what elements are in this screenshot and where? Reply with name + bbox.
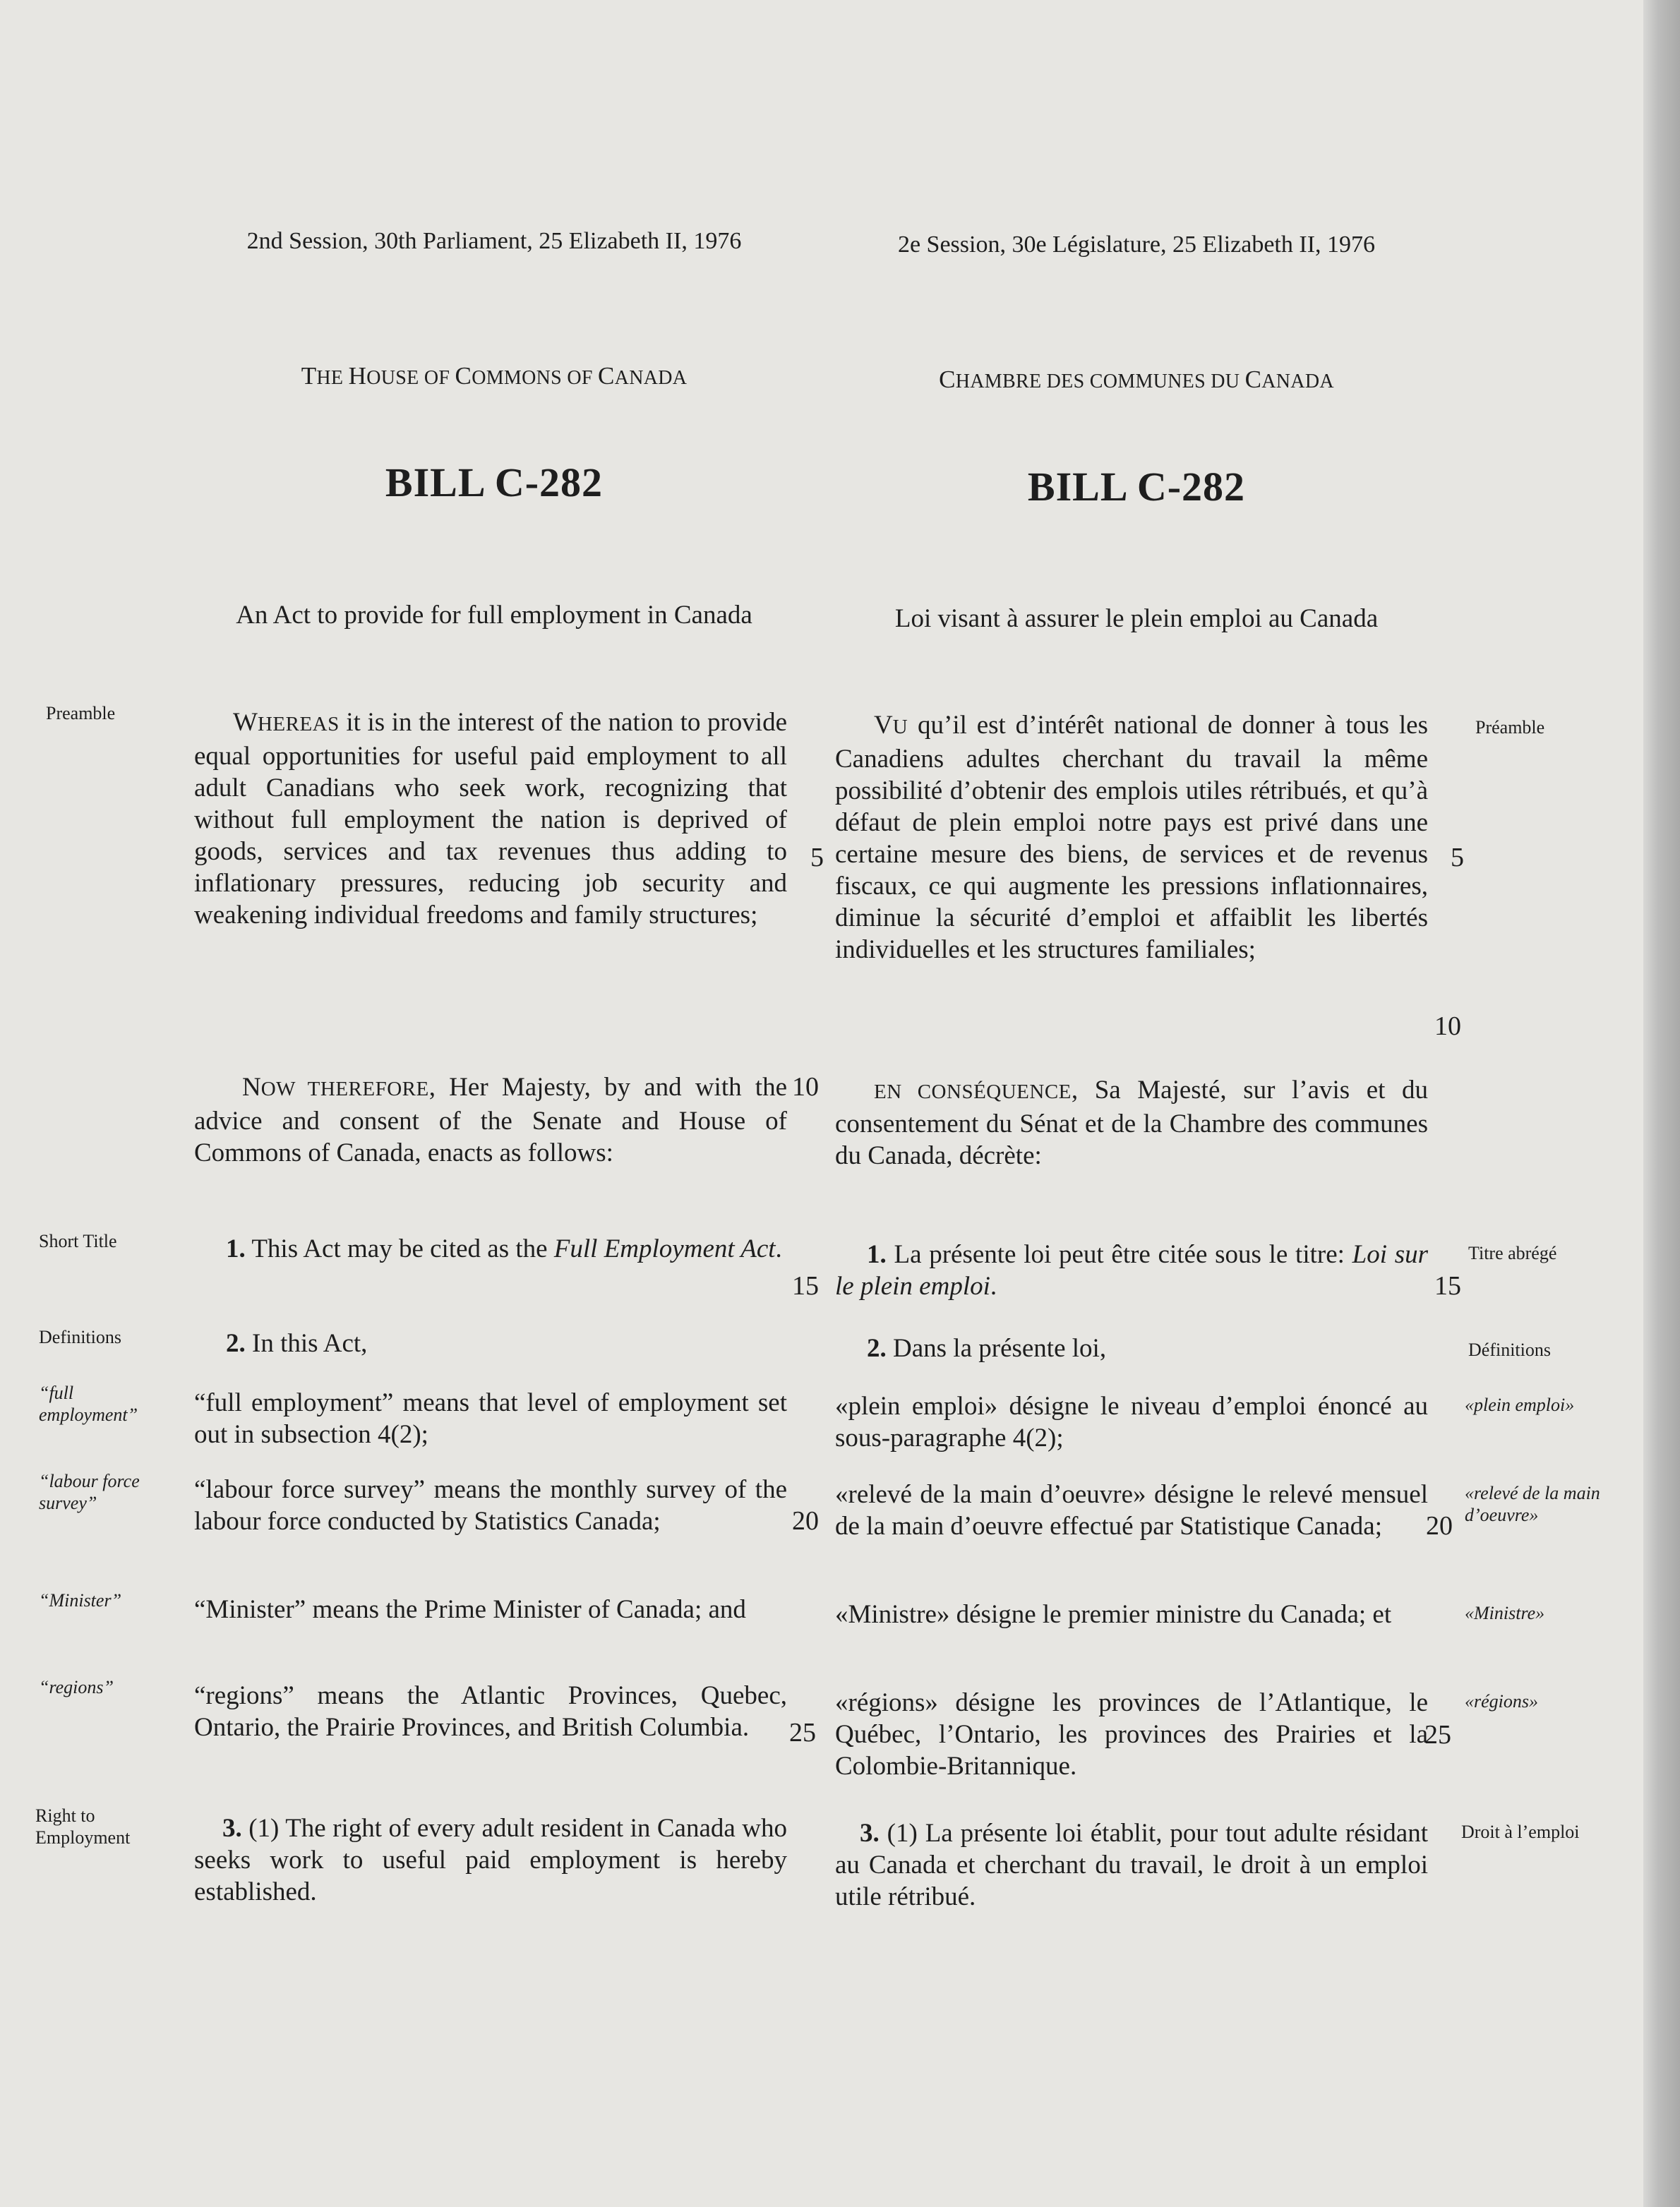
en-enacting-clause: NOW THEREFORE, Her Majesty, by and with the advice and consent of the Senate and House of Commons of Canada, enacts as follows: bbox=[194, 1073, 788, 1167]
en-margin-short-title: Short Title bbox=[39, 1231, 117, 1251]
fr-margin-definitions: Définitions bbox=[1468, 1340, 1551, 1360]
fr-preamble: VU qu’il est d’intérêt national de donner à tous les Canadiens adultes cherchant du travail la même possibilité d’obtenir des emplois utiles rétribués, et qu’à défaut de plein emploi notre pays est privé dans une certaine mesure des biens, de services et de revenus fiscaux, ce qui augmente les pressions inflationnaires, diminue la sécurité d’emploi et affaiblit les libertés individuelles et les structures familiales; bbox=[835, 711, 1428, 964]
en-section-3: 3. (1) The right of every adult resident in Canada who seeks work to useful paid employment is hereby established. bbox=[194, 1814, 787, 1906]
en-bill-number: BILL C-282 bbox=[385, 459, 604, 505]
fr-def-minister: «Ministre» désigne le premier ministre du Canada; et bbox=[835, 1600, 1392, 1629]
fr-enacting-clause: EN CONSÉQUENCE, Sa Majesté, sur l’avis et du consentement du Sénat et de la Chambre des communes du Canada, décrète: bbox=[835, 1076, 1428, 1170]
en-session-header: 2nd Session, 30th Parliament, 25 Elizabeth II, 1976 bbox=[246, 228, 742, 254]
en-margin-preamble: Preamble bbox=[46, 703, 116, 723]
line-number-fr-25: 25 bbox=[1424, 1720, 1451, 1750]
fr-section-3: 3. (1) La présente loi établit, pour tout adulte résidant au Canada et cherchant du travail, le droit à un emploi utile rétribué. bbox=[835, 1819, 1428, 1911]
fr-bill-number: BILL C-282 bbox=[1027, 464, 1246, 510]
fr-def-labour-force: «relevé de la main d’oeuvre» désigne le relevé mensuel de la main d’oeuvre effectué par Statistique Canada; bbox=[835, 1480, 1428, 1541]
en-margin-definitions: Definitions bbox=[39, 1327, 121, 1347]
line-number-en-15: 15 bbox=[792, 1271, 819, 1301]
en-preamble: WHEREAS it is in the interest of the nation to provide equal opportunities for useful paid employment to all adult Canadians who seek work, recognizing that without full employment the nation is deprived of goods, services and tax revenues thus adding to inflationary pressures, reducing job security and weakening individual freedoms and family structures; bbox=[194, 708, 787, 930]
en-def-full-employment: “full employment” means that level of employment set out in subsection 4(2); bbox=[194, 1388, 787, 1449]
en-margin-full-employment: “full employment” bbox=[39, 1383, 138, 1425]
en-house-heading: THE HOUSE OF COMMONS OF CANADA bbox=[301, 362, 688, 390]
fr-house-heading: CHAMBRE DES COMMUNES DU CANADA bbox=[939, 366, 1334, 393]
fr-def-regions: «régions» désigne les provinces de l’Atlantique, le Québec, l’Ontario, les provinces des Prairies et la Colombie-Britannique. bbox=[835, 1688, 1428, 1781]
line-number-en-5: 5 bbox=[810, 843, 824, 872]
fr-bill-title: Loi visant à assurer le plein emploi au Canada bbox=[894, 604, 1379, 633]
en-section-2: 2. In this Act, bbox=[226, 1329, 368, 1358]
fr-margin-minister: «Ministre» bbox=[1465, 1603, 1545, 1623]
en-margin-labour-force: “labour force survey” bbox=[39, 1471, 140, 1513]
fr-section-2: 2. Dans la présente loi, bbox=[867, 1334, 1107, 1363]
en-bill-title: An Act to provide for full employment in Canada bbox=[236, 601, 752, 630]
en-section-1: 1. This Act may be cited as the Full Employment Act. bbox=[226, 1234, 782, 1263]
line-number-en-25: 25 bbox=[789, 1718, 816, 1748]
fr-margin-labour-force: «relevé de la main d’oeuvre» bbox=[1465, 1483, 1600, 1525]
line-number-fr-10: 10 bbox=[1434, 1011, 1461, 1041]
line-number-fr-20: 20 bbox=[1426, 1511, 1453, 1541]
en-def-regions: “regions” means the Atlantic Provinces, Quebec, Ontario, the Prairie Provinces, and British Columbia. bbox=[194, 1681, 787, 1742]
fr-margin-preamble: Préamble bbox=[1475, 717, 1545, 738]
fr-margin-regions: «régions» bbox=[1465, 1691, 1538, 1712]
line-number-fr-5: 5 bbox=[1451, 843, 1464, 872]
en-margin-right-to-employment: Right to Employment bbox=[35, 1805, 131, 1848]
en-def-labour-force: “labour force survey” means the monthly survey of the labour force conducted by Statistics Canada; bbox=[194, 1475, 787, 1536]
line-number-en-10: 10 bbox=[792, 1072, 819, 1102]
fr-margin-short-title: Titre abrégé bbox=[1468, 1243, 1557, 1263]
fr-margin-full-employment: «plein emploi» bbox=[1465, 1395, 1575, 1415]
fr-session-header: 2e Session, 30e Législature, 25 Elizabeth II, 1976 bbox=[897, 231, 1376, 258]
en-margin-regions: “regions” bbox=[39, 1677, 114, 1697]
en-def-minister: “Minister” means the Prime Minister of Canada; and bbox=[194, 1595, 746, 1624]
scan-page-edge bbox=[1643, 0, 1680, 2207]
en-margin-minister: “Minister” bbox=[39, 1590, 122, 1611]
fr-section-1: 1. La présente loi peut être citée sous le titre: Loi sur le plein emploi. bbox=[835, 1240, 1428, 1301]
line-number-en-20: 20 bbox=[792, 1506, 819, 1536]
fr-margin-right-to-employment: Droit à l’emploi bbox=[1461, 1822, 1580, 1842]
fr-def-full-employment: «plein emploi» désigne le niveau d’emploi énoncé au sous-paragraphe 4(2); bbox=[835, 1392, 1428, 1453]
line-number-fr-15: 15 bbox=[1434, 1271, 1461, 1301]
